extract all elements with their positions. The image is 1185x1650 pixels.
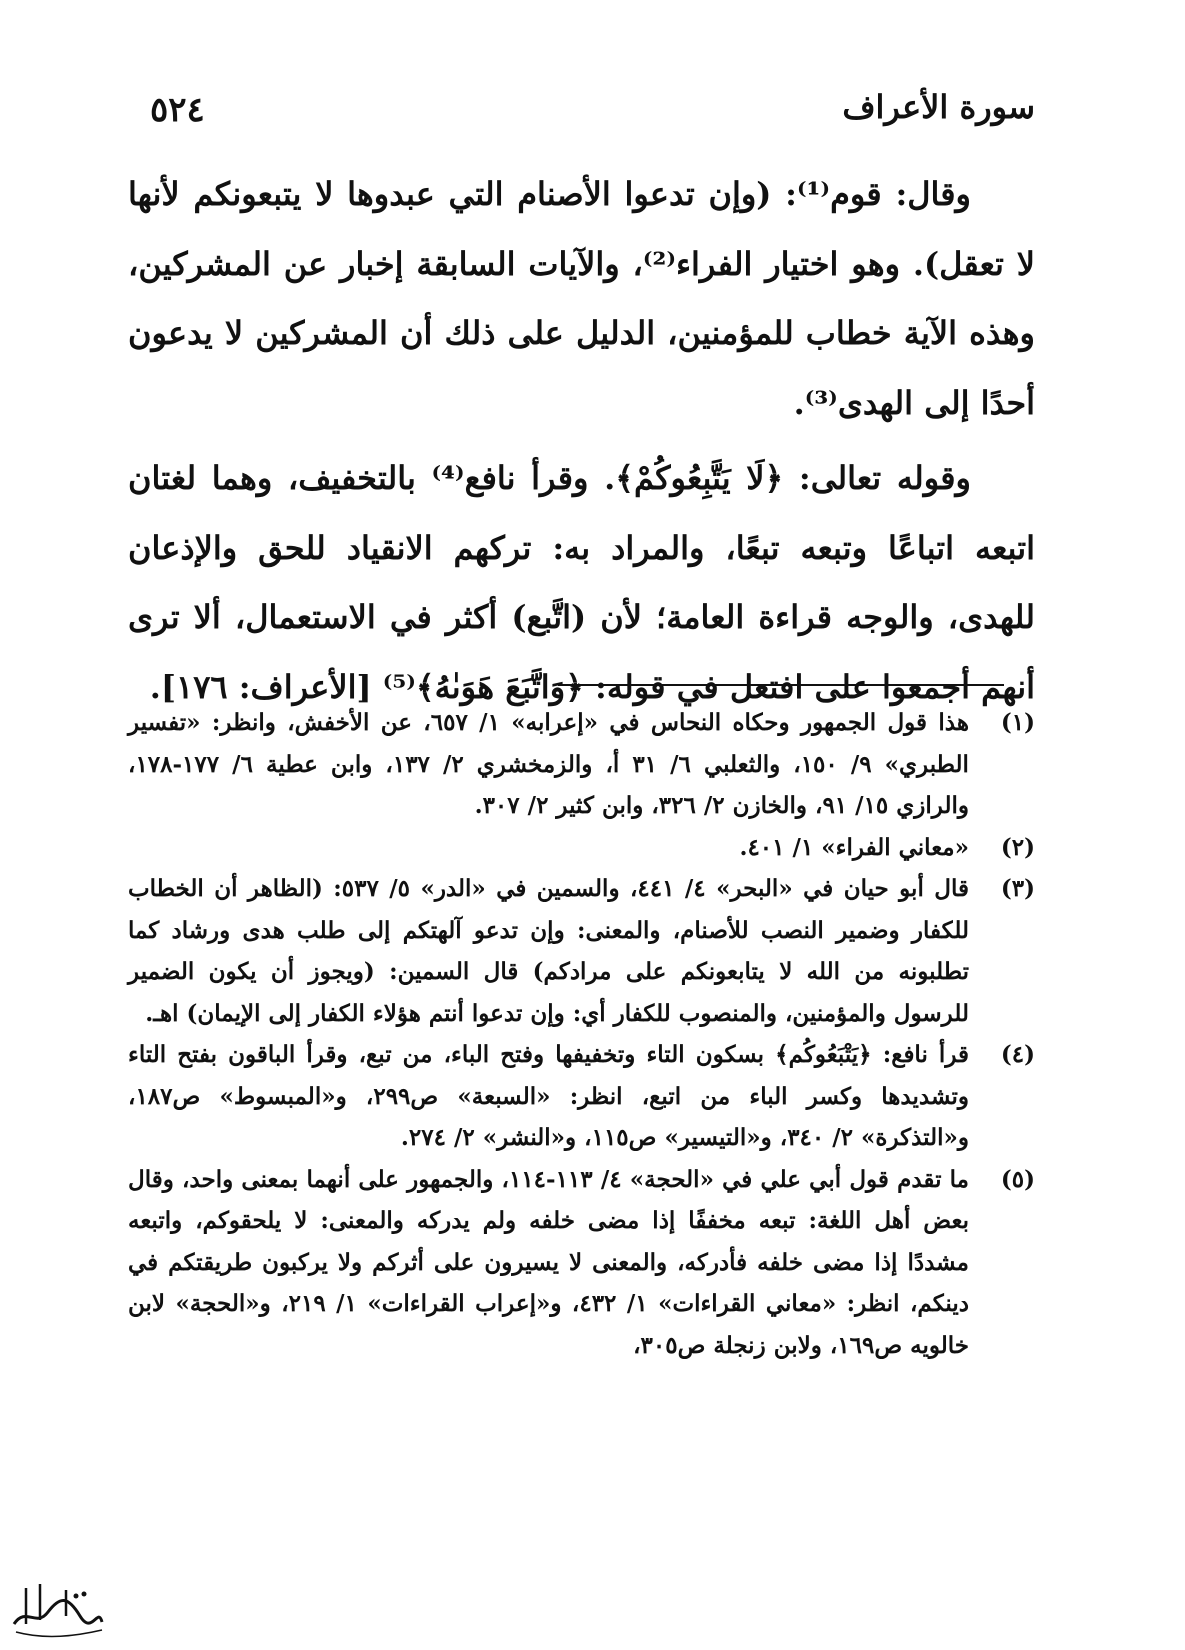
calligraphy-stamp-logo — [6, 1566, 108, 1646]
page-number: ٥٢٤ — [150, 90, 205, 130]
footnote-1 — [128, 702, 1035, 827]
page-header — [150, 78, 1035, 138]
main-text — [128, 160, 1035, 722]
footnote-number: (٣) — [1000, 875, 1035, 902]
footnote-number: (١) — [1000, 709, 1035, 736]
footnote-number: (٢) — [1000, 833, 1035, 861]
footnote-text: «معاني الفراء» ١/ ٤٠١. — [739, 833, 969, 861]
footnote-text: قرأ نافع: ﴿يَتْبَعُوكُم﴾ بسكون التاء وتخفيفها وفتح الباء، من تبع، وقرأ الباقون بفتح التاء وتشديدها وكسر الباء من اتبع، انظر: «السبعة» ص٢٩٩، و«المبسوط» ص١٨٧، و«التذكرة» ٢/ ٣٤٠، و«التيسير» ص١١٥، و«النشر» ٢/ ٢٧٤. — [128, 1041, 969, 1151]
footnote-separator — [558, 684, 1004, 686]
footnote-text: هذا قول الجمهور وحكاه النحاس في «إعرابه» ١/ ٦٥٧، عن الأخفش، وانظر: «تفسير الطبري» ٩/ ١٥٠، والثعلبي ٦/ ٣١ أ، والزمخشري ٢/ ١٣٧، وابن عطية ٦/ ١٧٧-١٧٨، والرازي ١٥/ ٩١، والخازن ٢/ ٣٢٦، وابن كثير ٢/ ٣٠٧. — [128, 709, 970, 819]
footnotes — [128, 702, 1035, 1366]
sura-title: سورة الأعراف — [842, 88, 1035, 126]
footnote-number: (٤) — [1000, 1041, 1035, 1068]
footnote-5 — [128, 1159, 1035, 1367]
footnote-4 — [128, 1034, 1035, 1159]
footnote-2 — [128, 827, 1035, 869]
footnote-text: ما تقدم قول أبي علي في «الحجة» ٤/ ١١٣-١١٤، والجمهور على أنهما بمعنى واحد، وقال بعض أهل اللغة: تبعه مخففًا إذا مضى خلفه ولم يدركه والمعنى: لا يلحقوكم، واتبعه مشددًا إذا مضى خلفه فأدركه، والمعنى لا يسيرون على أثركم ولا يركبون طريقتكم في دينكم، انظر: «معاني القراءات» ١/ ٤٣٢، و«إعراب القراءات» ١/ ٢١٩، و«الحجة» لابن خالويه ص١٦٩، ولابن زنجلة ص٣٠٥، — [128, 1165, 969, 1359]
footnote-3 — [128, 868, 1035, 1034]
footnote-text: قال أبو حيان في «البحر» ٤/ ٤٤١، والسمين في «الدر» ٥/ ٥٣٧: (الظاهر أن الخطاب للكفار وضمير النصب للأصنام، والمعنى: وإن تدعو آلهتكم إلى طلب هدى ورشاد كما تطلبونه من الله لا يتابعونكم على مرادكم) قال السمين: (ويجوز أن يكون الضمير للرسول والمؤمنين، والمنصوب للكفار أي: وإن تدعوا أنتم هؤلاء الكفار إلى الإيمان) اهـ. — [128, 875, 969, 1027]
main-paragraph-2: وقوله تعالى: ﴿لَا يَتَّبِعُوكُمْ﴾. وقرأ نافع⁽⁴⁾ بالتخفيف، وهما لغتان اتبعه اتباعًا وتبعه تبعًا، والمراد به: تركهم الانقياد للحق والإذعان للهدى، والوجه قراءة العامة؛ لأن (اتَّبع) أكثر في الاستعمال، ألا ترى أنهم أجمعوا على افتعل في قوله: ﴿وَاتَّبَعَ هَوَىٰهُ﴾⁽⁵⁾ [الأعراف: ١٧٦]. — [128, 459, 1036, 706]
main-paragraph-1: وقال: قوم⁽¹⁾: (وإن تدعوا الأصنام التي عبدوها لا يتبعونكم لأنها لا تعقل). وهو اختيار الفراء⁽²⁾، والآيات السابقة إخبار عن المشركين، وهذه الآية خطاب للمؤمنين، الدليل على ذلك أن المشركين لا يدعون أحدًا إلى الهدى⁽³⁾. — [128, 175, 1036, 422]
footnote-number: (٥) — [1000, 1165, 1035, 1193]
